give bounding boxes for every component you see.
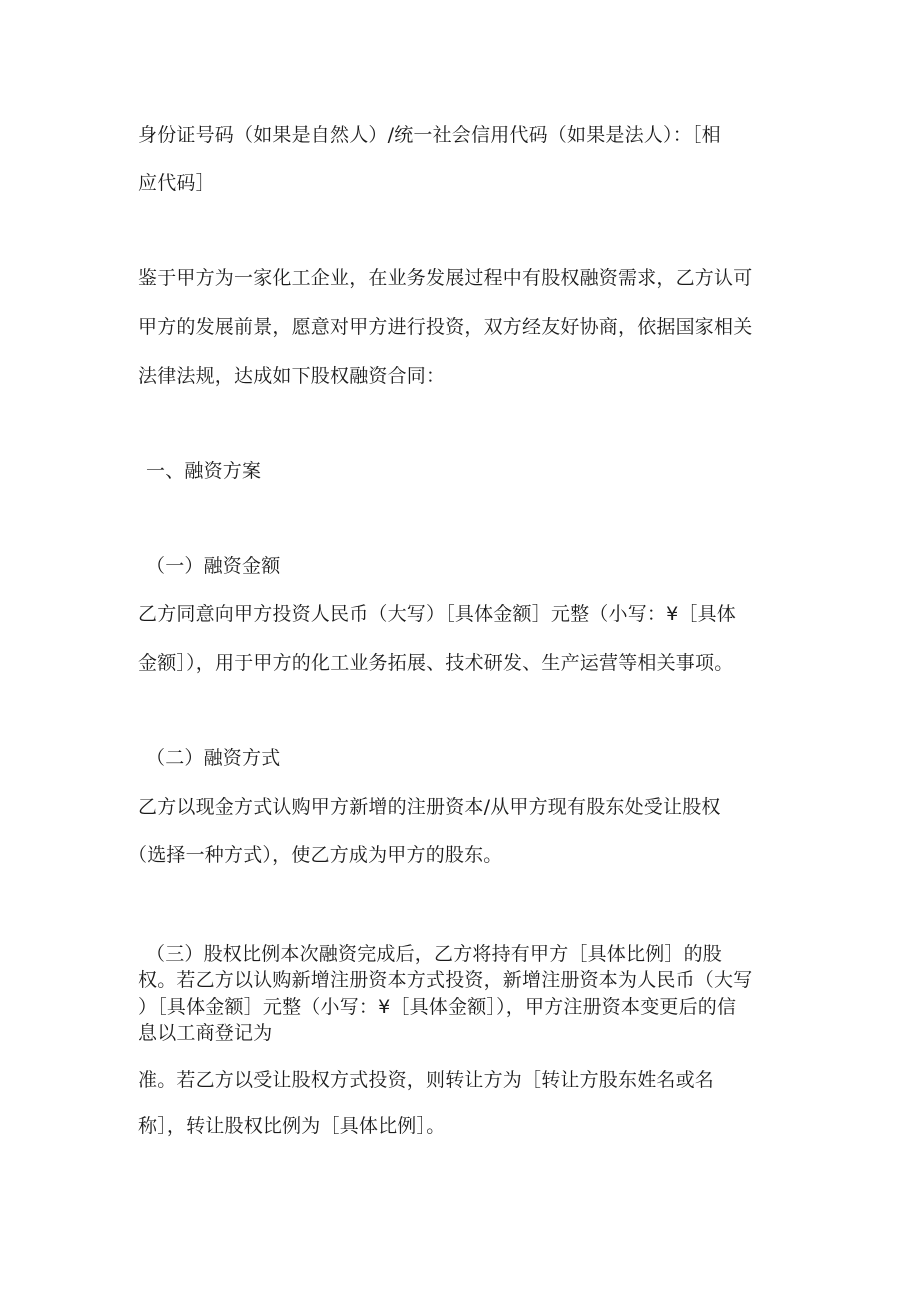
equity-ratio-line-3: ）［具体金额］元整（小写：¥［具体金额］），甲方注册资本变更后的信: [138, 996, 737, 1018]
preamble-line-3: 法律法规，达成如下股权融资合同：: [138, 365, 446, 387]
section-heading-financing-plan: 一、融资方案: [146, 460, 262, 482]
financing-amount-line-1: 乙方同意向甲方投资人民币（大写）［具体金额］元整（小写：¥［具体: [138, 603, 736, 625]
sub-heading-financing-amount: （一）融资金额: [146, 555, 281, 577]
financing-method-line-2: （选择一种方式），使乙方成为甲方的股东。: [128, 844, 503, 866]
sub-heading-financing-method: （二）融资方式: [146, 747, 281, 769]
id-paragraph-line-1: 身份证号码（如果是自然人）/统一社会信用代码（如果是法人）：［相: [138, 124, 721, 146]
equity-ratio-line-5: 准。若乙方以受让股权方式投资，则转让方为［转让方股东姓名或名: [138, 1069, 715, 1091]
equity-ratio-line-4: 息以工商登记为: [138, 1022, 273, 1044]
financing-method-line-1: 乙方以现金方式认购甲方新增的注册资本/从甲方现有股东处受让股权: [138, 796, 721, 818]
equity-ratio-line-1: （三）股权比例本次融资完成后，乙方将持有甲方［具体比例］的股: [146, 943, 723, 965]
equity-ratio-line-6: 称］，转让股权比例为［具体比例］。: [138, 1115, 446, 1137]
preamble-line-1: 鉴于甲方为一家化工企业，在业务发展过程中有股权融资需求，乙方认可: [138, 267, 753, 289]
preamble-line-2: 甲方的发展前景，愿意对甲方进行投资，双方经友好协商，依据国家相关: [138, 316, 753, 338]
id-paragraph-line-2: 应代码］: [138, 172, 215, 194]
financing-amount-line-2: 金额］），用于甲方的化工业务拓展、技术研发、生产运营等相关事项。: [138, 652, 734, 674]
equity-ratio-line-2: 权。若乙方以认购新增注册资本方式投资，新增注册资本为人民币（大写: [138, 969, 753, 991]
